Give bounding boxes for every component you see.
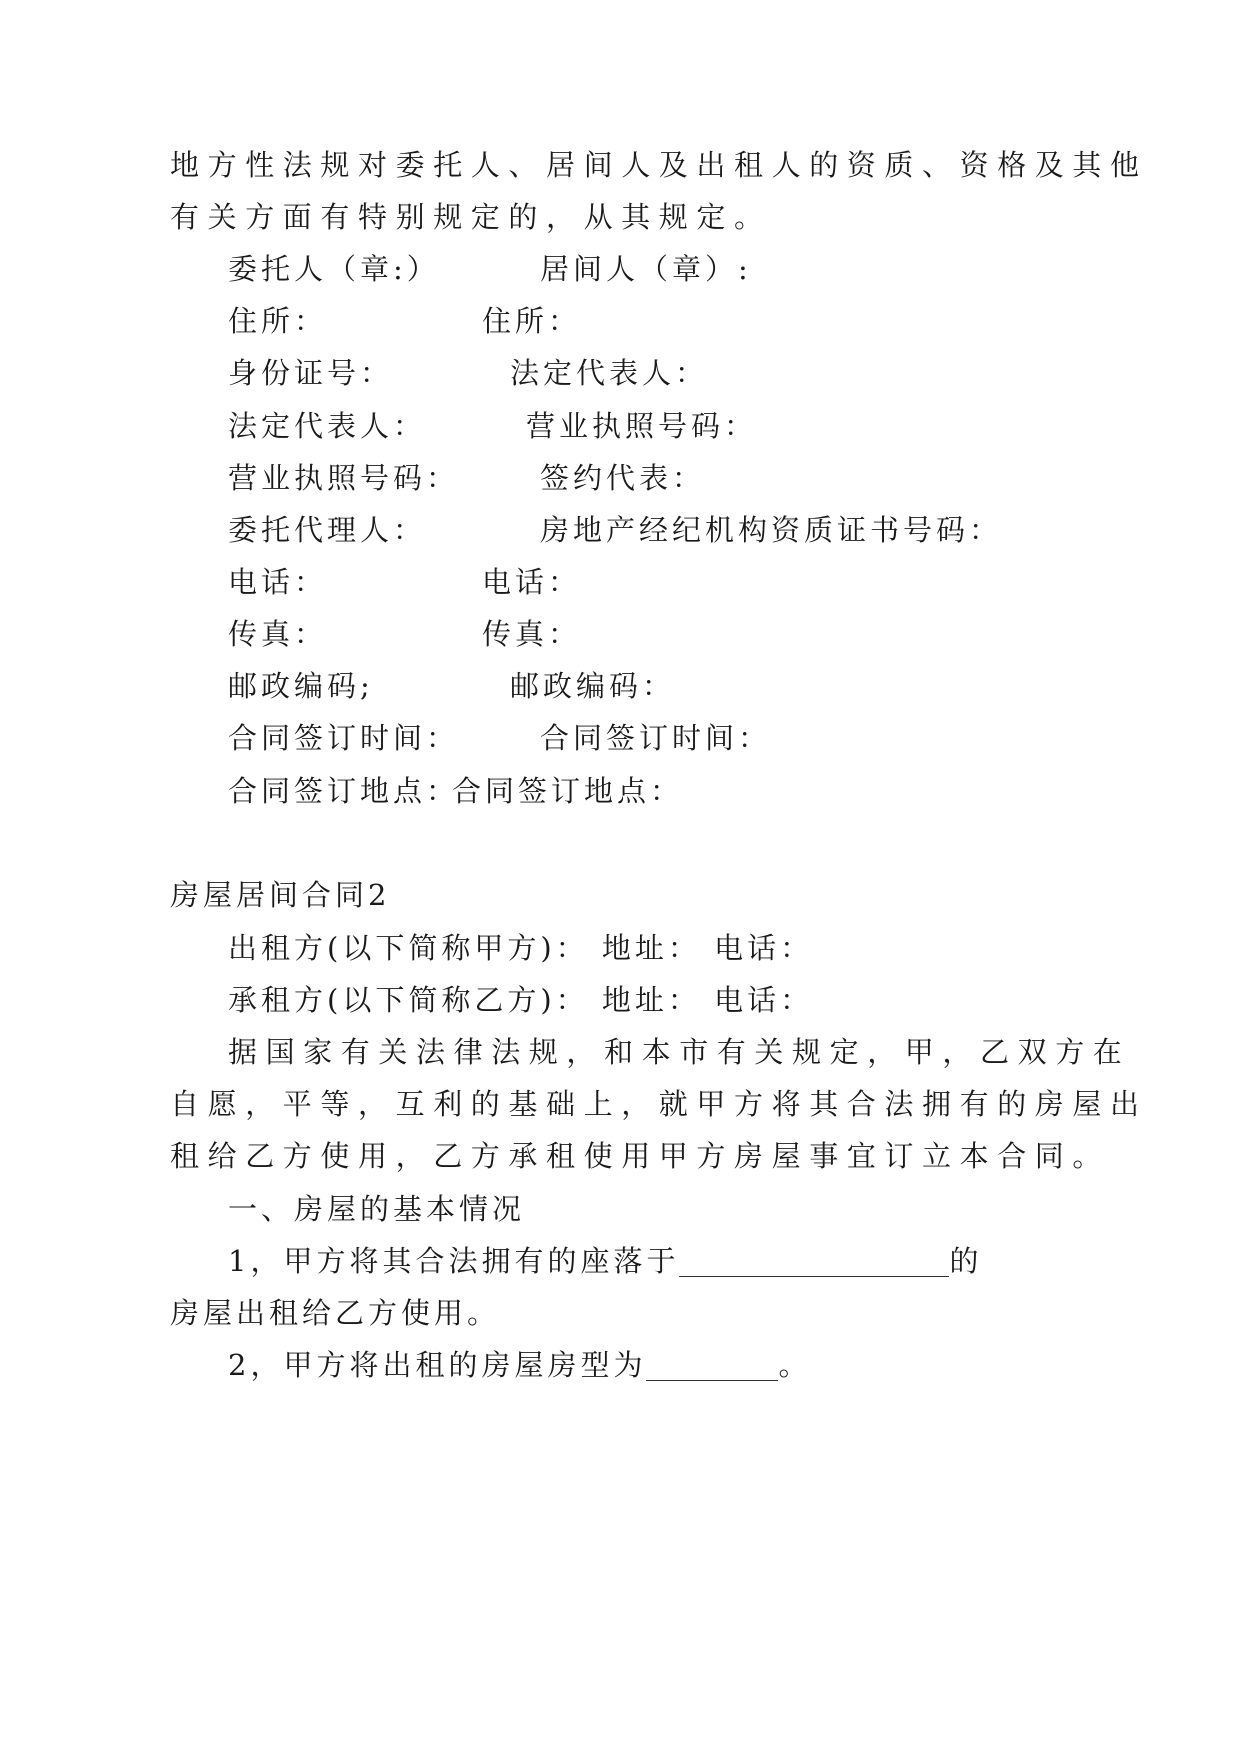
contract2-para1-line2: 自愿，平等，互利的基础上，就甲方将其合法拥有的房屋出 (170, 1087, 1148, 1121)
sig-left-id-number: 身份证号： (228, 356, 394, 390)
sig-right-postcode: 邮政编码： (510, 669, 676, 703)
sig-right-signing-rep: 签约代表： (540, 461, 706, 495)
contract2-section1-heading: 一、房屋的基本情况 (228, 1192, 526, 1226)
contract2-item1-line1 (228, 1241, 982, 1281)
sig-left-address: 住所： (228, 304, 328, 338)
contract2-lessor: 出租方(以下简称甲方)： 地址： 电话： (228, 931, 814, 965)
sig-right-license-no: 营业执照号码： (526, 409, 758, 443)
sig-right-qualification-no: 房地产经纪机构资质证书号码： (540, 513, 1003, 547)
item2-suffix: 。 (778, 1348, 812, 1382)
sig-left-license-no: 营业执照号码： (228, 461, 460, 495)
sig-right-phone: 电话： (482, 565, 582, 599)
location-blank (679, 1246, 949, 1277)
sig-left-postcode: 邮政编码; (228, 669, 374, 703)
sig-left-agent: 委托代理人： (228, 513, 427, 547)
contract2-para1-line3: 租给乙方使用，乙方承租使用甲方房屋事宜订立本合同。 (170, 1139, 1111, 1173)
sig-right-address: 住所： (482, 304, 582, 338)
item1-suffix: 的 (949, 1244, 983, 1278)
room-type-blank (646, 1350, 778, 1381)
contract2-title: 房屋居间合同2 (170, 878, 391, 912)
sig-right-legal-rep: 法定代表人： (510, 356, 709, 390)
item1-prefix: 1，甲方将其合法拥有的座落于 (228, 1244, 680, 1278)
sig-left-fax: 传真： (228, 617, 328, 651)
sig-left-legal-rep: 法定代表人： (228, 409, 427, 443)
intro-line-1: 地方性法规对委托人、居间人及出租人的资质、资格及其他 (170, 148, 1148, 182)
sig-right-fax: 传真： (482, 617, 582, 651)
item2-prefix: 2，甲方将出租的房屋房型为 (228, 1348, 647, 1382)
contract2-para1-line1: 据国家有关法律法规，和本市有关规定，甲，乙双方在 (228, 1035, 1131, 1069)
sig-left-client-seal: 委托人（章:） (228, 252, 440, 286)
sig-left-phone: 电话： (228, 565, 328, 599)
contract2-lessee: 承租方(以下简称乙方)： 地址： 电话： (228, 983, 814, 1017)
intro-line-2: 有关方面有特别规定的，从其规定。 (170, 200, 772, 234)
sig-right-sign-place: 合同签订地点： (452, 774, 684, 808)
sig-right-broker-seal: 居间人（章）: (540, 252, 752, 286)
sig-left-sign-place: 合同签订地点： (228, 774, 460, 808)
contract2-item1-line2: 房屋出租给乙方使用。 (170, 1296, 501, 1330)
sig-right-sign-time: 合同签订时间： (540, 721, 772, 755)
contract2-item2 (228, 1345, 811, 1385)
sig-left-sign-time: 合同签订时间： (228, 721, 460, 755)
